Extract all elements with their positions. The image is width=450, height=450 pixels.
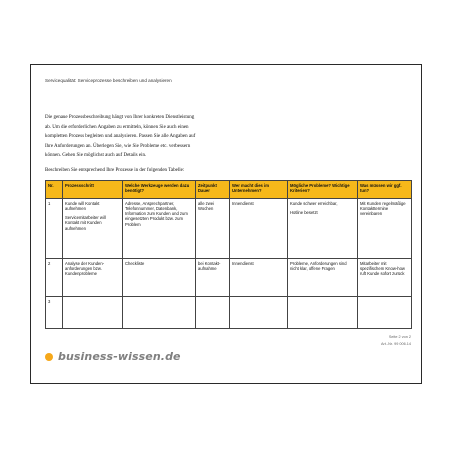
cell-werkzeuge [123,199,196,259]
header-wer: Wer macht dies im Unternehmen? [230,181,288,199]
cell-text: alle zwei Wochen [198,200,215,211]
cell-text: Checkliste [125,260,145,266]
intro-line: können. Gehen Sie möglichst auch auf Details ein. [45,153,147,159]
cell-text: Analyse der Kunden-anforderungen bzw. Kundenprobleme [65,260,105,277]
cell-massnahmen [358,297,412,329]
cell-nr [46,199,63,259]
table-row [46,297,412,329]
cell-text: Innendienst [232,260,254,266]
cell-text: 3 [48,298,51,304]
header-werkzeuge: Welche Werkzeuge werden dazu benötigt? [123,181,196,199]
page-heading: Servicequalität: Serviceprozesse beschreiben und analysieren [45,78,172,83]
cell-text: Adresse, Ansprechpartner, Telefonnummer, Datenbank, Information zum Kunden und zum eingesetzten Produkt bzw. zum Problem [125,200,188,227]
cell-text: Kunde schwer erreichbar, [290,200,338,206]
logo-dot-icon [45,353,53,361]
cell-zeitpunkt [196,199,230,259]
cell-massnahmen [358,199,412,259]
cell-prozessschritt [63,297,123,329]
cell-wer [230,259,288,297]
table-row [46,259,412,297]
cell-werkzeuge [123,297,196,329]
cell-text: Kunde will Kontakt aufnehmen [65,200,100,211]
cell-text: bei Kontakt-aufnahme [198,260,221,271]
table-row [46,199,412,259]
cell-nr [46,259,63,297]
logo-text: business-wissen.de [58,350,181,363]
cell-wer [230,297,288,329]
cell-text: Servicemitarbeiter will Kontakt mit Kunden aufnehmen [65,215,106,231]
header-zeitpunkt: Zeitpunkt Dauer [196,181,230,199]
cell-probleme [288,297,358,329]
process-table [45,180,412,329]
cell-werkzeuge [123,259,196,297]
cell-nr [46,297,63,329]
cell-probleme [288,259,358,297]
cell-prozessschritt [63,259,123,297]
document-page [30,64,422,384]
intro-line: Ihre Anforderungen an. Überlegen Sie, wie Sie Probleme etc. verbessern [45,143,191,149]
intro-line: ab. Um die erforderlichen Angaben zu ermitteln, können Sie auch einen [45,124,189,130]
intro-line: Die genaue Prozessbeschreibung hängt von Ihrer konkreten Dienstleistung [45,115,195,120]
cell-text: Probleme, Anforderungen sind nicht klar, offene Fragen [290,260,347,271]
cell-text: Mit Kunden regelmäßige Kontakttermine vereinbaren [360,200,406,217]
header-massnahmen: Was müssen wir ggf. tun? [358,181,412,199]
cell-zeitpunkt [196,259,230,297]
header-probleme: Mögliche Probleme? Wichtige Kriterien? [288,181,358,199]
cell-text: Hotline besetzt [290,209,318,215]
article-number: Art.-Nr. 99 006.14 [381,342,411,346]
cell-text: Innendienst [232,200,254,206]
cell-massnahmen [358,259,412,297]
cell-text: 2 [48,260,51,266]
intro-paragraph [45,113,265,161]
cell-text: Mitarbeiter mit spezifischem Know-how ruft Kunde sofort zurück [360,260,405,277]
page-number: Seite 2 von 2 [388,335,411,339]
cell-prozessschritt [63,199,123,259]
intro-line: kompletten Prozess begleiten und analysieren. Passen Sie alle Angaben auf [45,134,196,140]
cell-zeitpunkt [196,297,230,329]
header-prozessschritt: Prozessschritt [63,181,123,199]
header-nr: Nr. [46,181,63,199]
cell-probleme [288,199,358,259]
brand-logo [45,350,181,363]
cell-wer [230,199,288,259]
table-header-row [46,181,412,199]
table-instruction: Beschreiben Sie entsprechend Ihre Prozesse in der folgenden Tabelle: [45,168,185,173]
cell-text: 1 [48,200,51,206]
